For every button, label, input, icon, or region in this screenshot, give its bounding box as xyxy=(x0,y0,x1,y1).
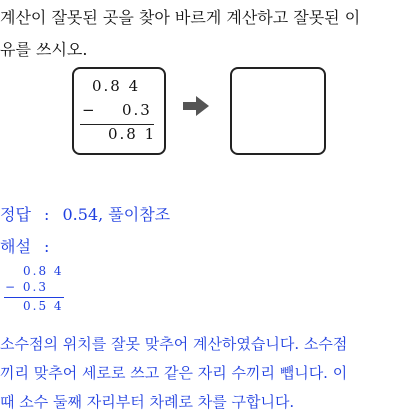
paragraph-line-3: 때 소수 둘째 자리부터 차례로 차를 구합니다. xyxy=(0,393,295,411)
explanation-separator: : xyxy=(44,237,50,256)
minus-sign: − xyxy=(82,101,97,119)
solution-minuend: 0.8 4 xyxy=(23,264,64,278)
subtrahend: 0.3 xyxy=(122,101,152,119)
question-line-2: 유를 쓰시오. xyxy=(0,40,88,59)
answer-line xyxy=(0,202,170,225)
wrong-calculation-box xyxy=(72,67,166,155)
explanation-paragraph xyxy=(0,330,400,417)
explanation-label: 해설 xyxy=(0,237,31,256)
answer-value: 0.54, 풀이참조 xyxy=(62,205,171,224)
answer-label: 정답 xyxy=(0,205,31,224)
question-text xyxy=(0,2,400,66)
minuend: 0.8 4 xyxy=(92,77,141,95)
paragraph-line-2: 끼리 맞추어 세로로 쓰고 같은 자리 수끼리 뺍니다. 이 xyxy=(0,364,348,382)
explanation-heading xyxy=(0,234,49,257)
solution-subtrahend: − 0.3 xyxy=(5,280,48,294)
wrong-result: 0.8 1 xyxy=(108,125,157,143)
answer-box[interactable] xyxy=(230,67,326,155)
question-line-1: 계산이 잘못된 곳을 찾아 바르게 계산하고 잘못된 이 xyxy=(0,8,361,27)
solution-rule xyxy=(4,297,64,298)
paragraph-line-1: 소수점의 위치를 잘못 맞추어 계산하였습니다. 소수점 xyxy=(0,335,348,353)
answer-separator: : xyxy=(44,205,50,224)
solution-result: 0.5 4 xyxy=(23,299,64,313)
right-arrow-icon xyxy=(183,96,209,116)
